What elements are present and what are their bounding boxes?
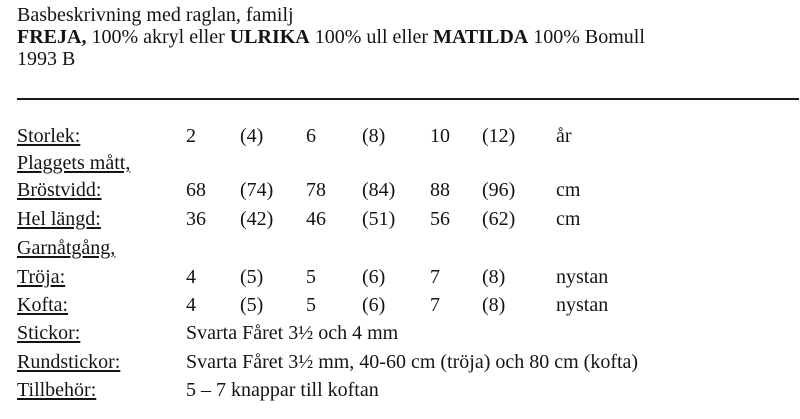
label-brostvidd: Bröstvidd: — [17, 179, 102, 201]
yarn-amount: 7 — [430, 266, 440, 288]
size-value: 2 — [186, 125, 196, 147]
yarn-amount: (5) — [240, 294, 264, 316]
label-storlek: Storlek: — [17, 125, 81, 147]
yarn-amount: (6) — [362, 294, 386, 316]
yarn-amount: (5) — [240, 266, 264, 288]
size-value: 10 — [430, 125, 450, 147]
row-storlek — [0, 124, 800, 148]
circular-needles-text: Svarta Fåret 3½ mm, 40-60 cm (tröja) och 80 cm (kofta) — [186, 351, 639, 373]
measure-unit: cm — [556, 179, 581, 201]
label-garnatgang: Garnåtgång, — [17, 237, 116, 259]
size-value: (4) — [240, 125, 264, 147]
size-unit: år — [556, 125, 572, 147]
measure-value: (84) — [362, 179, 396, 201]
label-hel-langd: Hel längd: — [17, 208, 101, 230]
header-divider — [17, 98, 799, 100]
yarn-matilda-desc: 100% Bomull — [528, 26, 645, 48]
row-tillbehor — [0, 378, 800, 402]
yarn-amount: 5 — [306, 294, 316, 316]
needles-text: Svarta Fåret 3½ och 4 mm — [186, 322, 399, 344]
document-header — [17, 4, 787, 70]
measure-value: 36 — [186, 208, 206, 230]
yarn-amount: 7 — [430, 294, 440, 316]
yarn-amount: 4 — [186, 294, 196, 316]
measure-value: (62) — [482, 208, 516, 230]
yarn-matilda: MATILDA — [433, 26, 529, 48]
row-troja — [0, 265, 800, 289]
yarn-ulrika: ULRIKA — [229, 26, 310, 48]
label-stickor: Stickor: — [17, 322, 81, 344]
yarn-amount: 4 — [186, 266, 196, 288]
row-stickor — [0, 321, 800, 345]
label-kofta: Kofta: — [17, 294, 69, 316]
pattern-subtitle: Basbeskrivning med raglan, familj — [17, 4, 294, 26]
size-value: 6 — [306, 125, 316, 147]
accessories-text: 5 – 7 knappar till koftan — [186, 379, 379, 401]
yarn-amount: (8) — [482, 294, 506, 316]
yarn-unit: nystan — [556, 294, 609, 316]
label-plaggets-matt: Plaggets mått, — [17, 152, 131, 174]
pattern-code: 1993 B — [17, 48, 76, 70]
label-tillbehor: Tillbehör: — [17, 379, 97, 401]
row-garnatgang — [0, 236, 800, 260]
yarn-line — [17, 26, 787, 48]
yarn-freja-desc: 100% akryl eller — [86, 26, 230, 48]
yarn-amount: (8) — [482, 266, 506, 288]
measure-value: (96) — [482, 179, 516, 201]
row-rundstickor — [0, 350, 800, 374]
row-brostvidd — [0, 178, 800, 202]
measure-unit: cm — [556, 208, 581, 230]
measure-value: 78 — [306, 179, 326, 201]
yarn-ulrika-desc: 100% ull eller — [309, 26, 434, 48]
measure-value: 68 — [186, 179, 206, 201]
measure-value: (42) — [240, 208, 274, 230]
measure-value: (51) — [362, 208, 396, 230]
yarn-unit: nystan — [556, 266, 609, 288]
size-value: (12) — [482, 125, 516, 147]
measure-value: 46 — [306, 208, 326, 230]
row-kofta — [0, 293, 800, 317]
measure-value: (74) — [240, 179, 274, 201]
size-value: (8) — [362, 125, 386, 147]
measure-value: 56 — [430, 208, 450, 230]
row-hel-langd — [0, 207, 800, 231]
label-rundstickor: Rundstickor: — [17, 351, 121, 373]
label-troja: Tröja: — [17, 266, 66, 288]
measure-value: 88 — [430, 179, 450, 201]
row-plaggets-matt — [0, 151, 800, 175]
yarn-amount: (6) — [362, 266, 386, 288]
yarn-freja: FREJA, — [17, 26, 87, 48]
yarn-amount: 5 — [306, 266, 316, 288]
